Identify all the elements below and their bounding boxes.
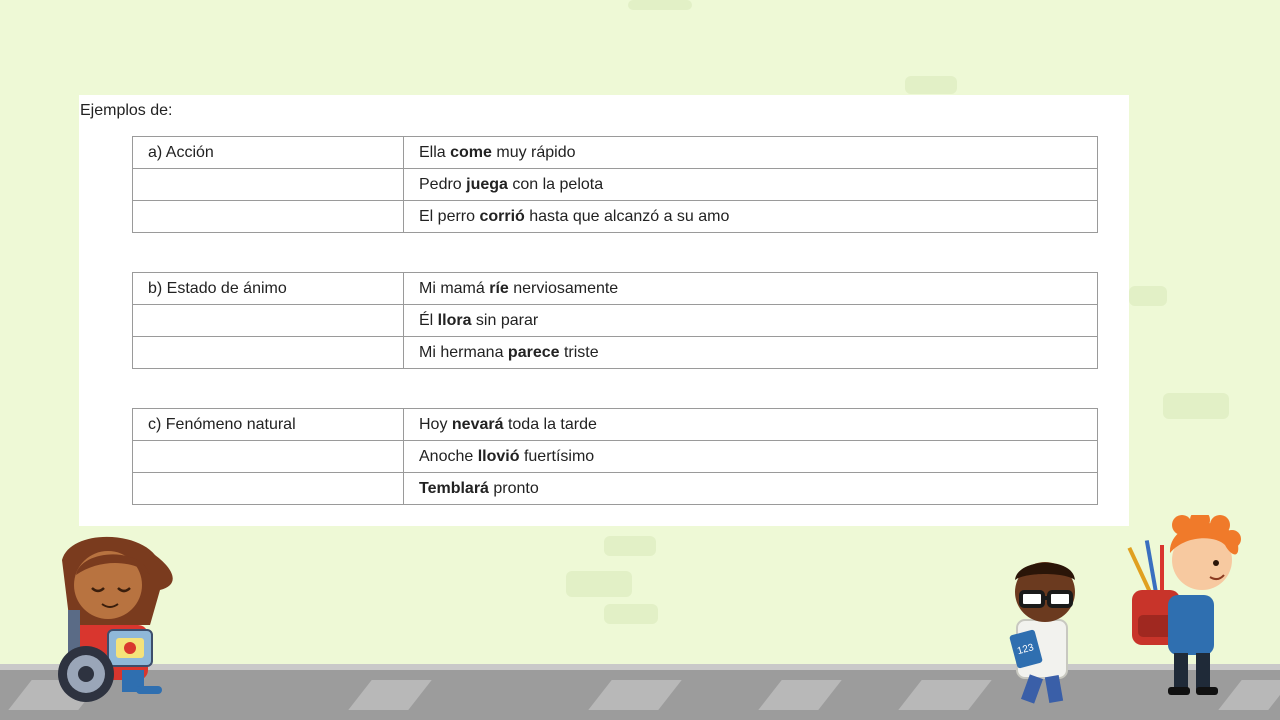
category-cell: b) Estado de ánimo <box>133 273 404 305</box>
table-row <box>133 473 1098 505</box>
verb: parece <box>507 343 560 361</box>
example-cell: Temblará pronto <box>404 473 1098 505</box>
examples-table-fenomeno-natural <box>132 408 1098 505</box>
table-row <box>133 137 1098 169</box>
table-row <box>133 441 1098 473</box>
girl-wheelchair-illustration <box>40 530 200 710</box>
background-shape <box>628 0 692 10</box>
boy-backpack-illustration <box>1120 515 1250 700</box>
table-row <box>133 409 1098 441</box>
example-cell: Mi hermana parece triste <box>404 337 1098 369</box>
background-shape <box>1129 286 1167 306</box>
table-row <box>133 337 1098 369</box>
verb: llora <box>437 311 472 329</box>
category-cell: a) Acción <box>133 137 404 169</box>
table-row <box>133 201 1098 233</box>
verb: juega <box>466 175 508 193</box>
example-cell: Anoche llovió fuertísimo <box>404 441 1098 473</box>
verb: Temblará <box>419 479 489 497</box>
example-cell: Él llora sin parar <box>404 305 1098 337</box>
background-shape <box>1163 393 1229 419</box>
example-cell: Ella come muy rápido <box>404 137 1098 169</box>
verb: llovió <box>477 447 520 465</box>
table-row <box>133 305 1098 337</box>
book-label: 123 <box>1016 642 1035 658</box>
table-row <box>133 273 1098 305</box>
verb: corrió <box>479 207 525 225</box>
example-cell: El perro corrió hasta que alcanzó a su amo <box>404 201 1098 233</box>
examples-document <box>79 95 1129 526</box>
category-cell-empty <box>133 473 404 505</box>
category-cell-empty <box>133 169 404 201</box>
examples-table-accion <box>132 136 1098 233</box>
category-cell-empty <box>133 337 404 369</box>
boy-glasses-illustration <box>995 550 1105 710</box>
verb: come <box>450 143 492 161</box>
example-cell: Hoy nevará toda la tarde <box>404 409 1098 441</box>
background-shape <box>905 76 957 94</box>
document-heading: Ejemplos de: <box>80 102 173 119</box>
verb: ríe <box>489 279 509 297</box>
verb: nevará <box>451 415 504 433</box>
examples-table-estado-de-animo <box>132 272 1098 369</box>
category-cell-empty <box>133 305 404 337</box>
example-cell: Mi mamá ríe nerviosamente <box>404 273 1098 305</box>
background-shape <box>566 571 632 597</box>
table-row <box>133 169 1098 201</box>
example-cell: Pedro juega con la pelota <box>404 169 1098 201</box>
background-shape <box>604 604 658 624</box>
category-cell-empty <box>133 441 404 473</box>
category-cell-empty <box>133 201 404 233</box>
category-cell: c) Fenómeno natural <box>133 409 404 441</box>
background-shape <box>604 536 656 556</box>
